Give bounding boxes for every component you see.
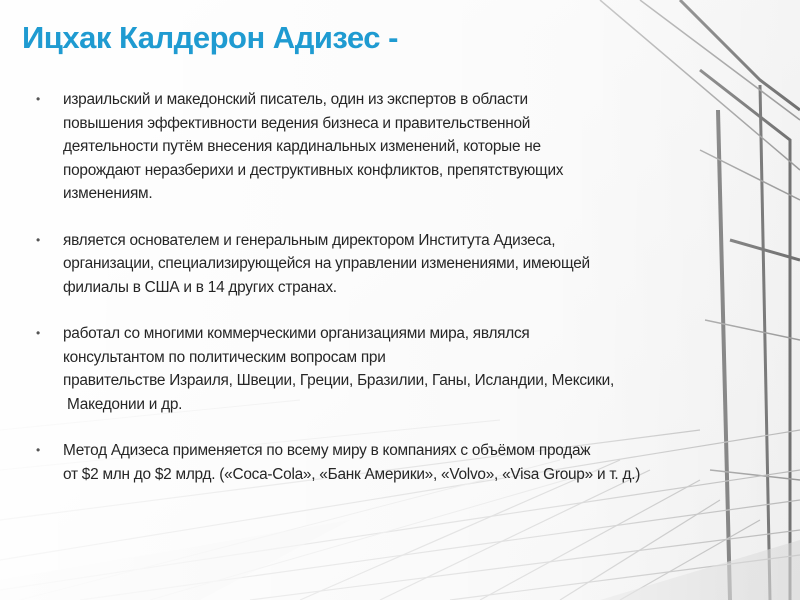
bullet-marker-icon: •: [36, 443, 40, 457]
bullet-text-line: от $2 млн до $2 млрд. («Coca-Cola», «Банк Америки», «Volvo», «Visa Group» и т. д.): [63, 465, 641, 483]
bullet-text-line: израильский и македонский писатель, один из экспертов в области: [63, 91, 528, 108]
bullet-text-line: консультантом по политическим вопросам при: [63, 348, 386, 366]
bullet-text-line: изменениям.: [63, 185, 153, 202]
bullet-list: [36, 88, 656, 509]
bullet-item: [36, 88, 656, 206]
bullet-text-line: филиалы в США и в 14 других странах.: [63, 278, 337, 296]
bullet-item: [36, 322, 656, 416]
bullet-item: [36, 439, 656, 486]
bullet-marker-icon: •: [36, 326, 40, 340]
bullet-text-line: деятельности путём внесения кардинальных изменений, которые не: [63, 138, 541, 155]
bullet-text-line: Македонии и др.: [63, 395, 183, 413]
bullet-text-line: является основателем и генеральным директором Института Адизеса,: [63, 231, 556, 249]
bullet-marker-icon: •: [36, 232, 40, 247]
slide-title: Ицхак Калдерон Адизес -: [22, 20, 398, 55]
bullet-text-line: организации, специализирующейся на управлении изменениями, имеющей: [63, 255, 590, 272]
bullet-item: [36, 229, 656, 300]
bullet-text-line: повышения эффективности ведения бизнеса и правительственной: [63, 114, 531, 132]
bullet-text-line: порождают неразберихи и деструктивных конфликтов, препятствующих: [63, 161, 564, 179]
bullet-text-line: правительстве Израиля, Швеции, Греции, Бразилии, Ганы, Исландии, Мексики,: [63, 372, 615, 389]
bullet-marker-icon: •: [36, 92, 40, 106]
bullet-text-line: работал со многими коммерческими организациями мира, являлся: [63, 325, 530, 342]
bullet-text-line: Метод Адизеса применяется по всему миру в компаниях с объёмом продаж: [63, 442, 591, 459]
